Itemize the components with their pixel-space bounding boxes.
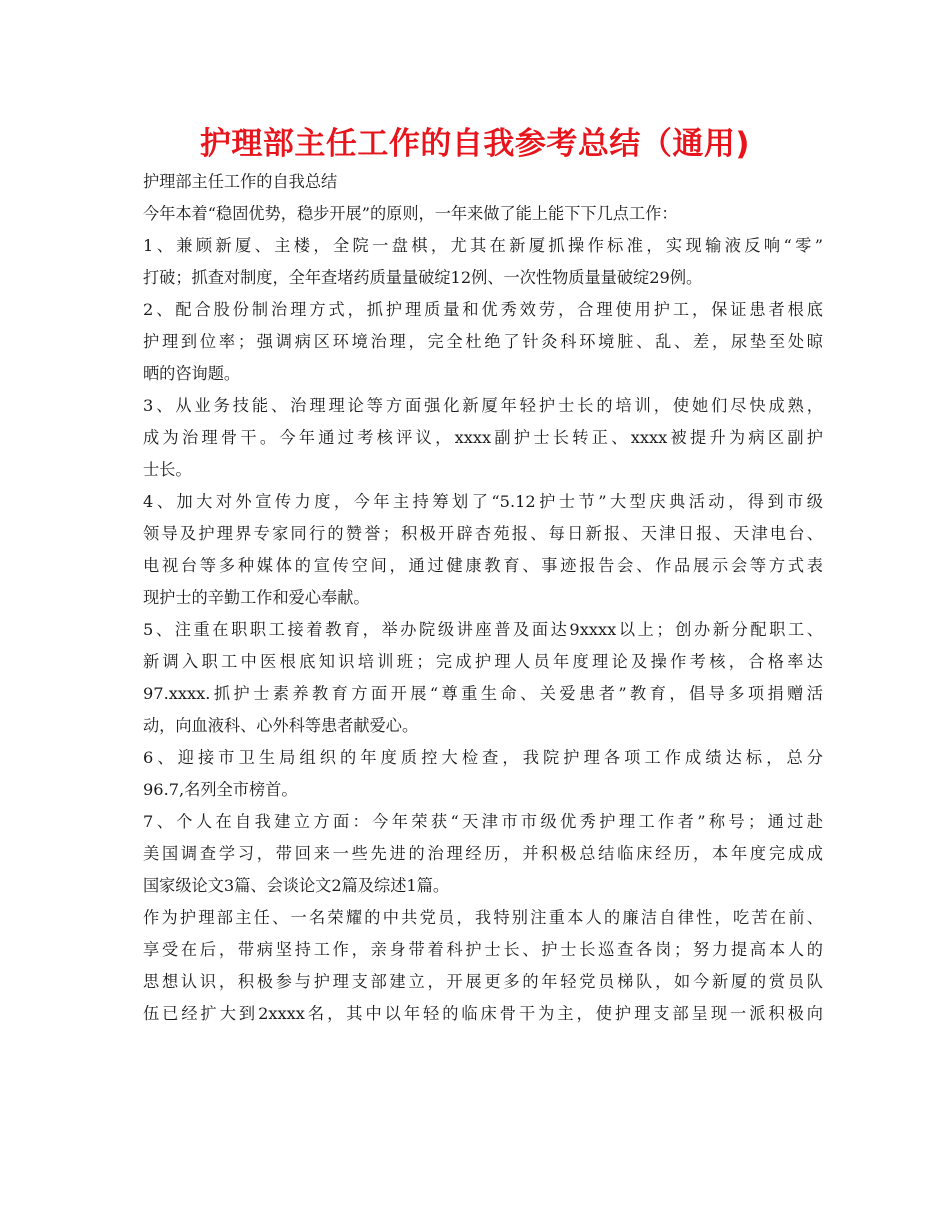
text-line: 电视台等多种媒体的宣传空间，通过健康教育、事迹报告会、作品展示会等方式表 bbox=[143, 556, 823, 575]
document-body bbox=[143, 166, 823, 1030]
text-line: 5、注重在职职工接着教育，举办院级讲座普及面达9xxxx以上；创办新分配职工、 bbox=[143, 620, 823, 639]
subtitle-line: 护理部主任工作的自我总结 bbox=[143, 172, 338, 191]
text-line: 晒的咨询题。 bbox=[143, 364, 241, 383]
text-line: 3、从业务技能、治理理论等方面强化新厦年轻护士长的培训，使她们尽快成熟， bbox=[143, 396, 823, 415]
text-line: 动，向血液科、心外科等患者献爱心。 bbox=[143, 716, 419, 735]
text-line: 士长。 bbox=[143, 460, 192, 479]
text-line: 护理到位率；强调病区环境治理，完全杜绝了针灸科环境脏、乱、差，尿垫至处晾 bbox=[143, 332, 823, 351]
text-line: 国家级论文3篇、会谈论文2篇及综述1篇。 bbox=[143, 876, 450, 895]
text-line: 97.xxxx.抓护士素养教育方面开展“尊重生命、关爱患者”教育，倡导多项捐赠活 bbox=[143, 684, 823, 703]
text-line: 96.7,名列全市榜首。 bbox=[143, 780, 298, 799]
text-line: 4、加大对外宣传力度，今年主持筹划了“5.12护士节”大型庆典活动，得到市级 bbox=[143, 492, 823, 511]
text-line: 伍已经扩大到2xxxx名，其中以年轻的临床骨干为主，使护理支部呈现一派积极向 bbox=[143, 1004, 823, 1023]
text-line: 今年本着“稳固优势，稳步开展”的原则，一年来做了能上能下下几点工作： bbox=[143, 204, 678, 223]
text-line: 新调入职工中医根底知识培训班；完成护理人员年度理论及操作考核，合格率达 bbox=[143, 652, 823, 671]
text-line: 7、个人在自我建立方面：今年荣获“天津市市级优秀护理工作者”称号；通过赴 bbox=[143, 812, 823, 831]
text-line: 美国调查学习，带回来一些先进的治理经历，并积极总结临床经历，本年度完成成 bbox=[143, 844, 823, 863]
document-title: 护理部主任工作的自我参考总结（通用) bbox=[199, 126, 751, 162]
text-line: 现护士的辛勤工作和爱心奉献。 bbox=[143, 588, 370, 607]
text-line: 2、配合股份制治理方式，抓护理质量和优秀效劳，合理使用护工，保证患者根底 bbox=[143, 300, 823, 319]
text-line: 领导及护理界专家同行的赞誉；积极开辟杏苑报、每日新报、天津日报、天津电台、 bbox=[143, 524, 823, 543]
text-line: 1、兼顾新厦、主楼，全院一盘棋，尤其在新厦抓操作标准，实现输液反响“零” bbox=[143, 236, 823, 255]
text-line: 思想认识，积极参与护理支部建立，开展更多的年轻党员梯队，如今新厦的赏员队 bbox=[143, 972, 823, 991]
text-line: 成为治理骨干。今年通过考核评议，xxxx副护士长转正、xxxx被提升为病区副护 bbox=[143, 428, 823, 447]
text-line: 6、迎接市卫生局组织的年度质控大检查，我院护理各项工作成绩达标，总分 bbox=[143, 748, 823, 767]
text-line: 打破；抓查对制度，全年查堵药质量量破绽12例、一次性物质量量破绽29例。 bbox=[143, 268, 703, 287]
text-line: 作为护理部主任、一名荣耀的中共党员，我特别注重本人的廉洁自律性，吃苦在前、 bbox=[143, 908, 823, 927]
text-line: 享受在后，带病坚持工作，亲身带着科护士长、护士长巡查各岗；努力提高本人的 bbox=[143, 940, 823, 959]
